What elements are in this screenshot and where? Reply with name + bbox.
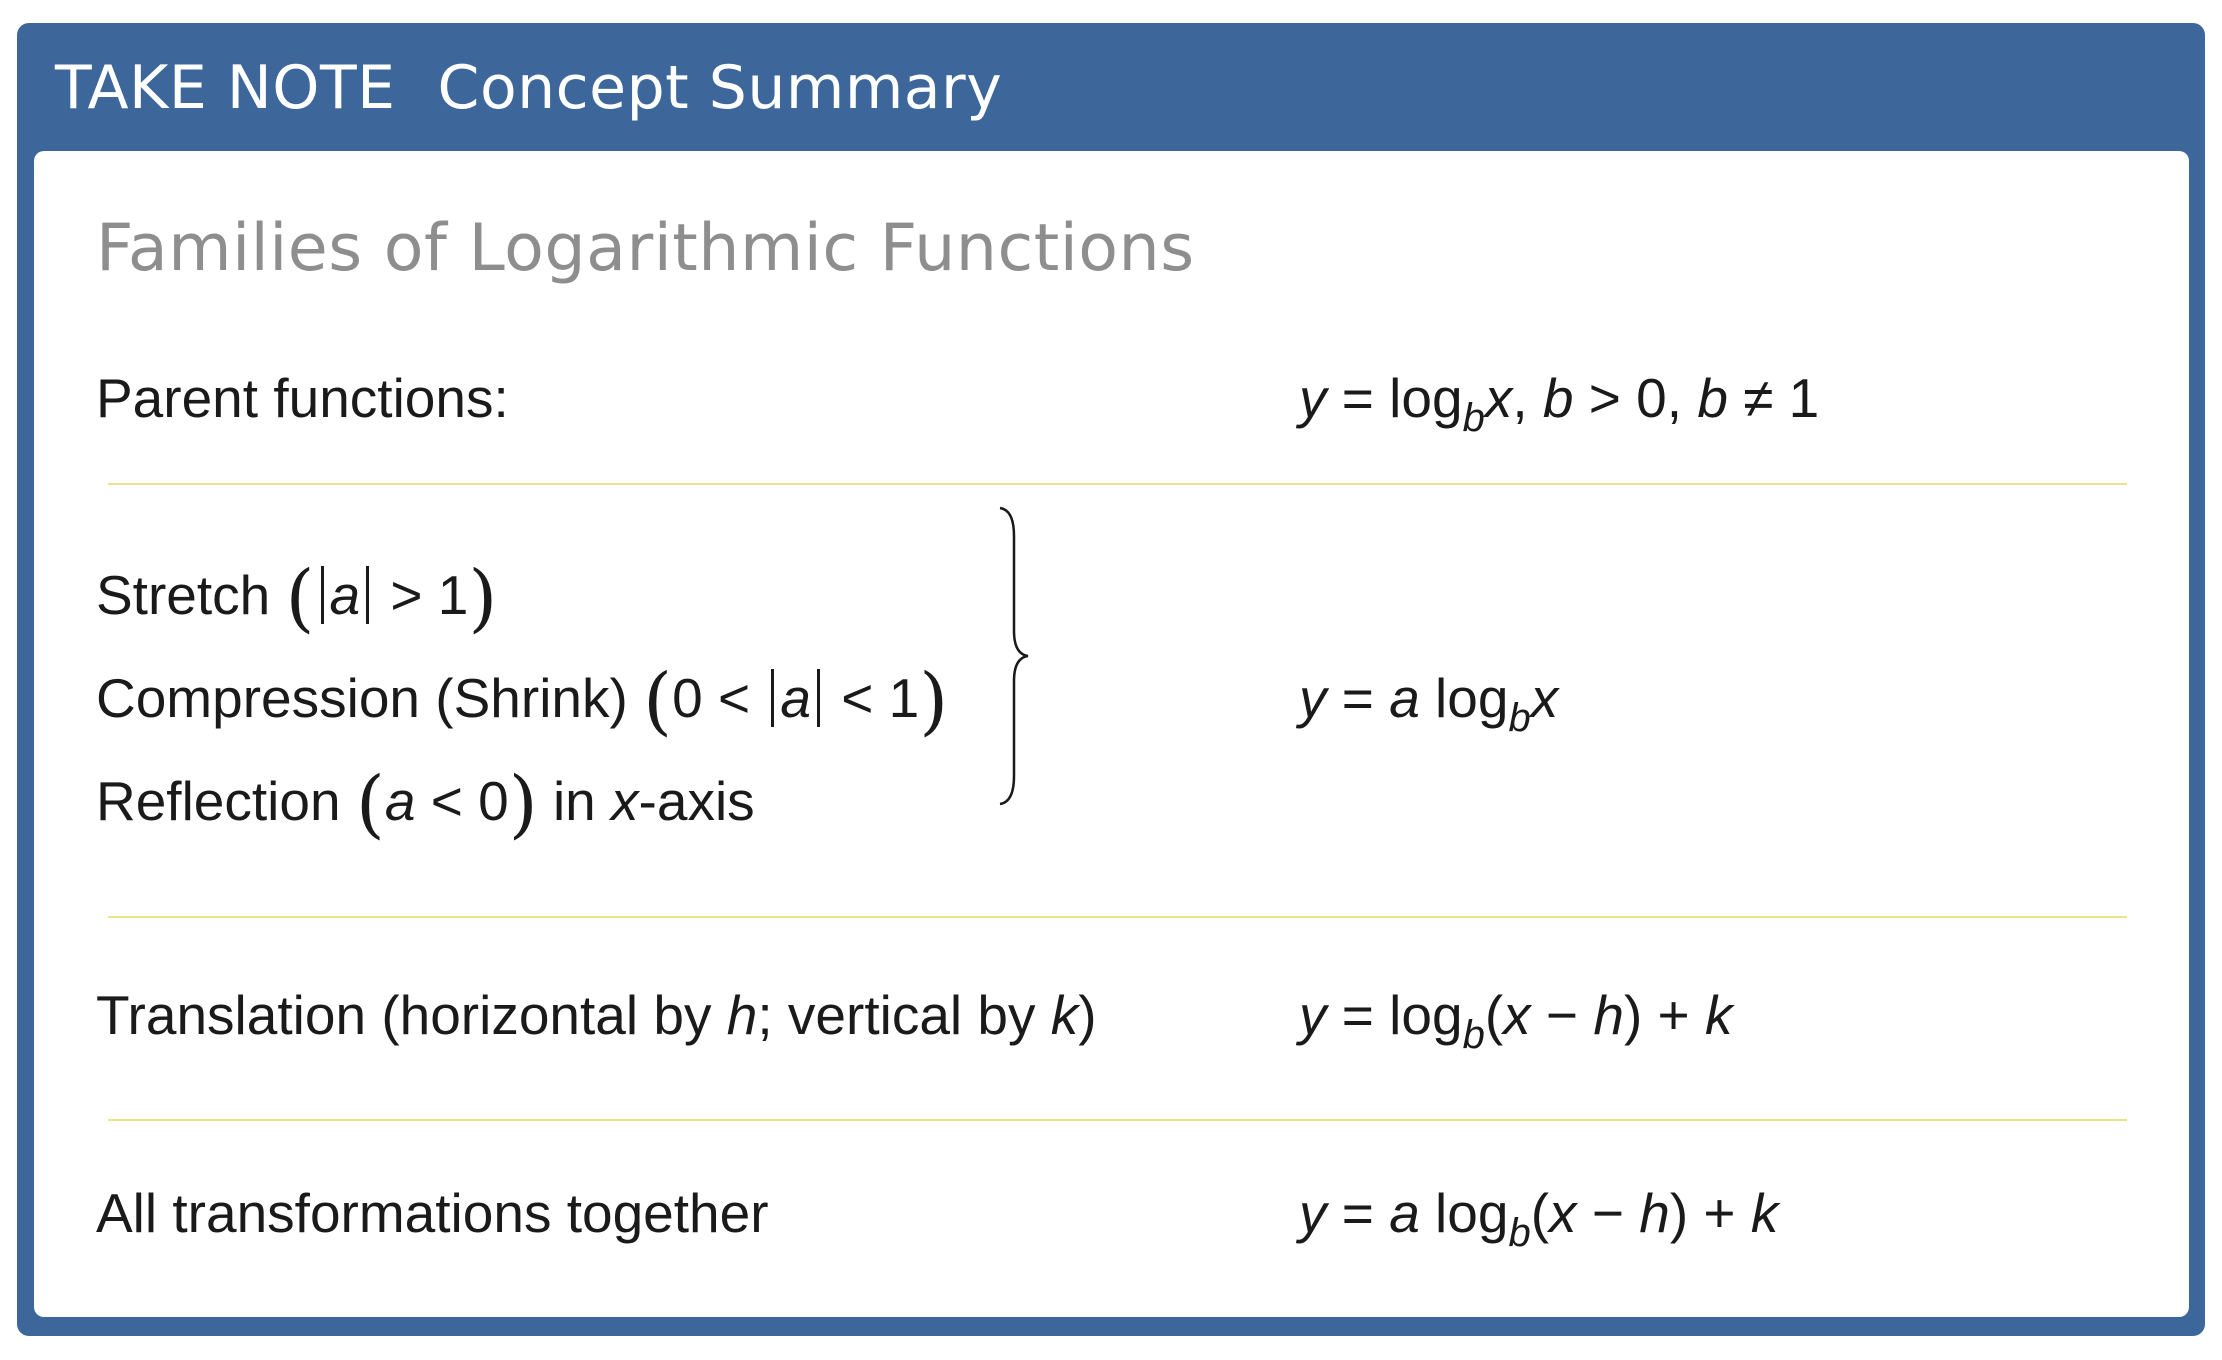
banner-subtitle: Concept Summary — [437, 53, 1003, 123]
reflection-word: Reflection — [96, 770, 341, 832]
separator-3 — [108, 1119, 2127, 1121]
parent-functions-formula: $y = \log_bx$, b > 0, b ≠ 1 — [1299, 367, 1820, 440]
right-brace-icon — [994, 506, 1034, 806]
translation-formula: $y = \log_b(x - h) + k$ — [1299, 984, 1733, 1057]
parent-functions-label: Parent functions: — [96, 367, 509, 429]
stretch-word: Stretch — [96, 564, 271, 626]
reflection-label: Reflection (a < 0) in x-axis — [96, 759, 755, 847]
banner — [17, 23, 2205, 151]
banner-tag: TAKE NOTE — [55, 53, 396, 123]
stretch-formula: y = a $\log_bx$ — [1299, 667, 1559, 740]
summary-content — [34, 151, 2189, 1317]
separator-1 — [108, 483, 2127, 485]
separator-2 — [108, 916, 2127, 918]
translation-label: Translation (horizontal by h; vertical by k) — [96, 984, 1097, 1046]
compression-word: Compression (Shrink) — [96, 667, 628, 729]
all-transformations-label: All transformations together — [96, 1182, 769, 1244]
compression-label: Compression (Shrink) (0 < a < 1) — [96, 656, 949, 744]
concept-summary-card — [17, 23, 2205, 1336]
banner-title — [55, 53, 1002, 123]
all-transformations-formula: y = a $\log_b(x - h) + k$ — [1299, 1182, 1779, 1255]
section-heading: Families of Logarithmic Functions — [96, 211, 1195, 286]
stretch-label: Stretch ( a > 1) — [96, 553, 498, 641]
